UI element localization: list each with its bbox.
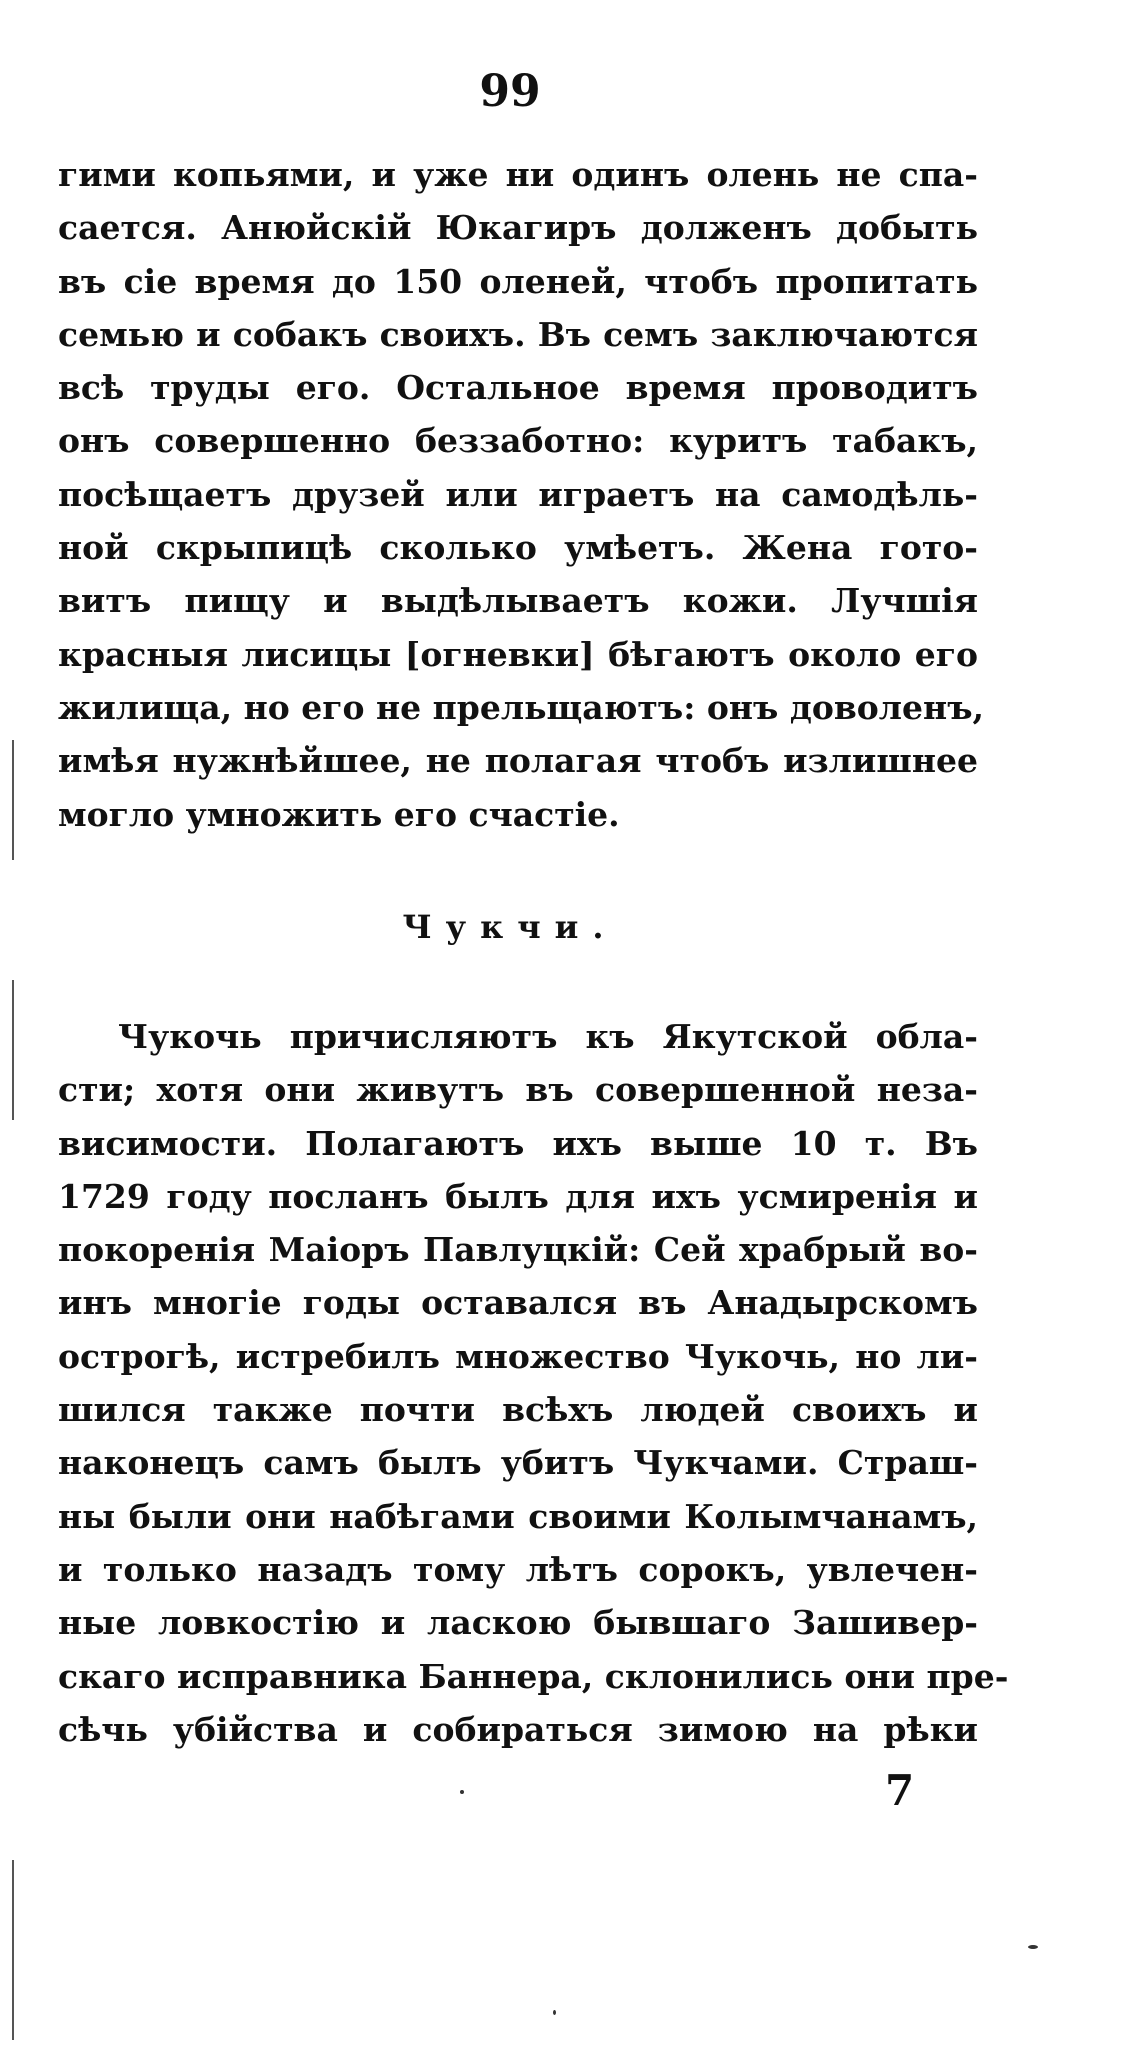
scan-speck: [1028, 1945, 1038, 1949]
text-line: гими копьями, и уже ни одинъ олень не спа-: [58, 155, 978, 194]
page-number: 99: [479, 66, 541, 117]
text-line: наконецъ самъ былъ убитъ Чукчами. Страш-: [58, 1443, 978, 1483]
text-line: покоренія Маіоръ Павлуцкій: Сей храбрый во-: [58, 1230, 978, 1270]
text-line: инъ многіе годы оставался въ Анадырскомъ: [58, 1283, 978, 1323]
text-line: могло умножить его счастіе.: [58, 794, 620, 834]
text-line: острогѣ, истребилъ множество Чукочь, но ли-: [58, 1336, 978, 1376]
text-line: Чукочь причисляютъ къ Якутской обла-: [118, 1017, 978, 1056]
text-line: сѣчь убійства и собираться зимою на рѣки: [58, 1709, 978, 1749]
text-line: висимости. Полагаютъ ихъ выше 10 т. Въ: [58, 1123, 978, 1163]
section-heading: Чукчи.: [402, 908, 618, 946]
scan-speck: [460, 1790, 464, 1794]
text-line: семью и собакъ своихъ. Въ семъ заключаются: [58, 314, 978, 354]
scan-edge-line: [12, 740, 14, 860]
text-line: жилища, но его не прельщаютъ: онъ доволенъ,: [58, 687, 984, 727]
text-line: онъ совершенно беззаботно: куритъ табакъ,: [58, 421, 978, 461]
scan-edge-line: [12, 1860, 14, 2040]
text-line: витъ пищу и выдѣлываетъ кожи. Лучшія: [58, 581, 978, 621]
paragraph-2: [58, 1010, 1009, 1756]
text-line: ной скрыпицѣ сколько умѣетъ. Жена гото-: [58, 528, 978, 568]
text-line: ны были они набѣгами своими Колымчанамъ,: [58, 1496, 978, 1536]
scan-speck: [553, 2010, 556, 2015]
text-line: скаго исправника Баннера, склонились они пре-: [58, 1656, 1009, 1696]
scan-edge-line: [12, 980, 14, 1120]
text-line: всѣ труды его. Остальное время проводитъ: [58, 368, 978, 408]
text-line: и только назадъ тому лѣтъ сорокъ, увлечен-: [58, 1549, 978, 1589]
paragraph-1: [58, 148, 984, 841]
text-line: посѣщаетъ друзей или играетъ на самодѣль-: [58, 474, 978, 514]
text-line: сти; хотя они живутъ въ совершенной неза-: [58, 1070, 978, 1110]
signature-mark: 7: [885, 1766, 915, 1815]
text-line: ные ловкостію и ласкою бывшаго Зашивер-: [58, 1603, 978, 1643]
text-line: сается. Анюйскій Юкагиръ долженъ добыть: [58, 208, 978, 248]
text-line: красныя лисицы [огневки] бѣгаютъ около его: [58, 634, 978, 674]
text-line: шился также почти всѣхъ людей своихъ и: [58, 1390, 978, 1430]
text-line: 1729 году посланъ былъ для ихъ усмиренія и: [58, 1176, 978, 1216]
text-line: имѣя нужнѣйшее, не полагая чтобъ излишнее: [58, 741, 978, 781]
text-line: въ сіе время до 150 оленей, чтобъ пропитать: [58, 261, 978, 301]
